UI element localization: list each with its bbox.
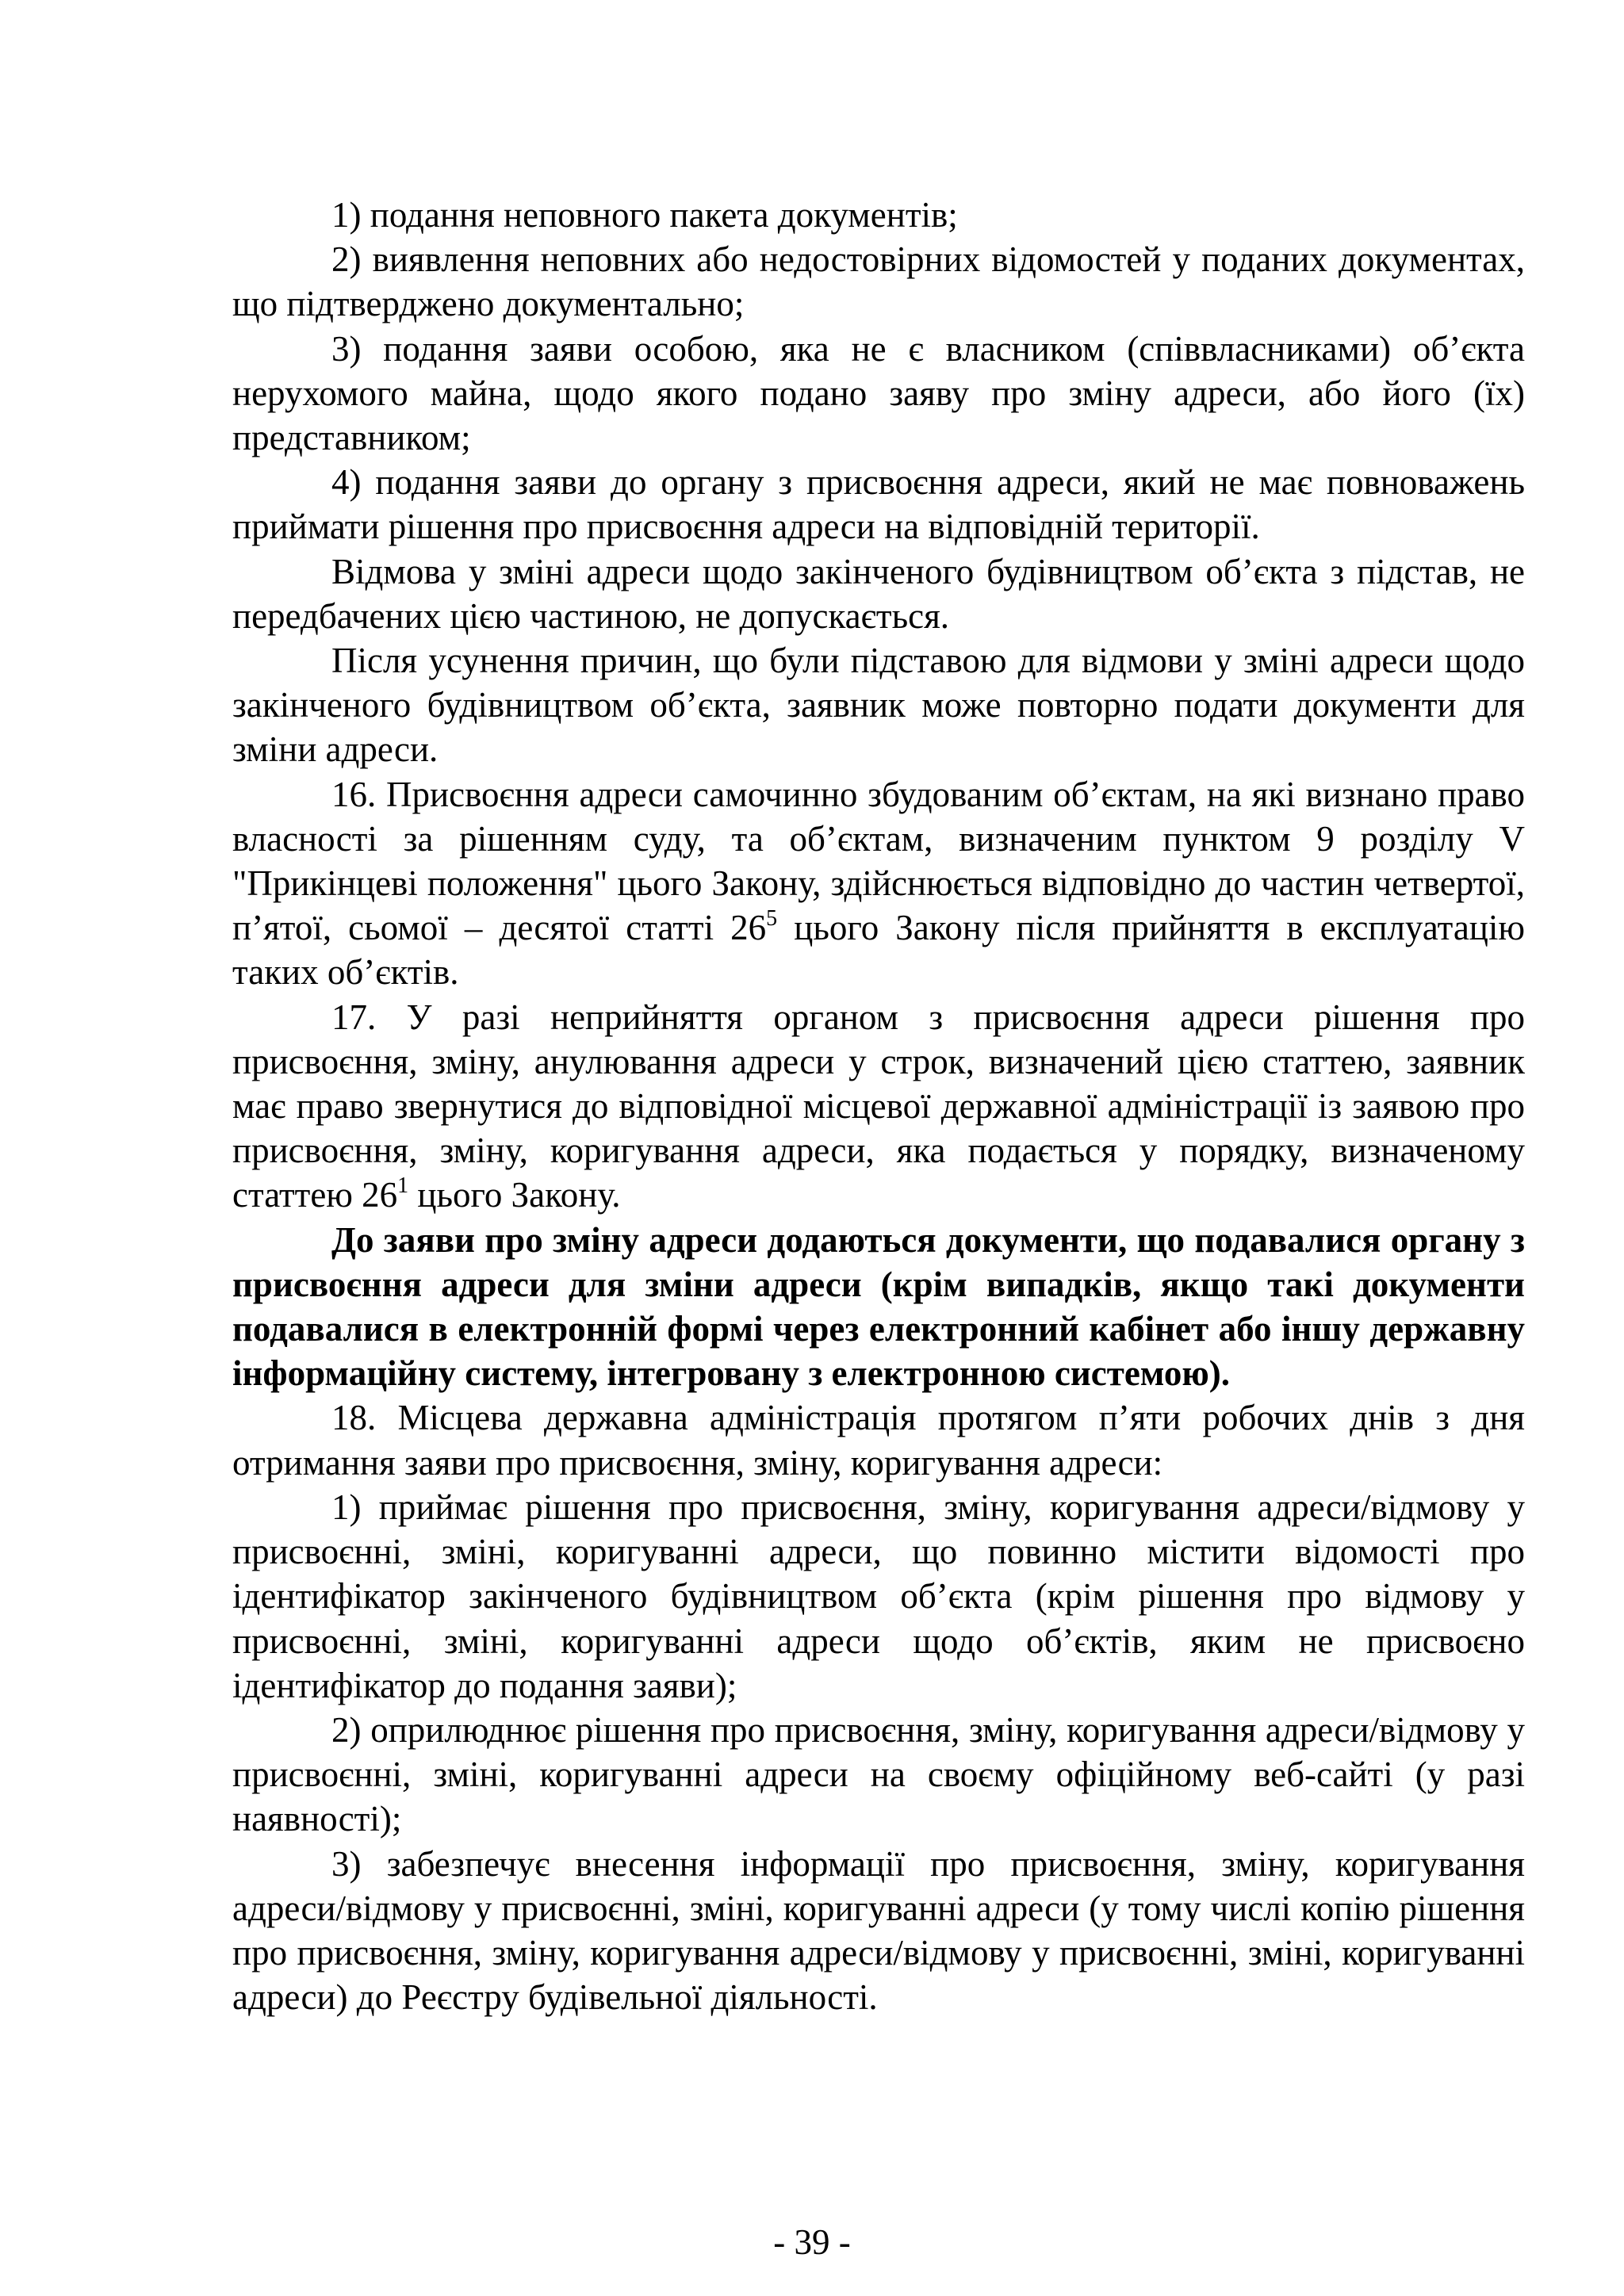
clause-17-text: 17. У разі неприйняття органом з присвоєння адреси рішення про присвоєння, зміну, анулювання адреси у строк, визначений цією статтею, заявник має право звернутися до відповідної місцевої державної адміністрації із заявою про присвоєння, зміну, коригування адреси, яка подається у порядку, визначеному статтею 26 (232, 997, 1525, 1215)
clause-18-item-3: 3) забезпечує внесення інформації про присвоєння, зміну, коригування адреси/відмову у присвоєнні, зміні, коригуванні адреси (у тому числі копію рішення про присвоєння, зміну, коригування адреси/відмову у присвоєнні, зміні, коригуванні адреси) до Реєстру будівельної діяльності. (232, 1843, 1525, 2018)
clause-16-text: 16. Присвоєння адреси самочинно збудованим об’єктам, на які визнано право власності за рішенням суду, та об’єктам, визначеним пунктом 9 розділу V "Прикінцеві положення" цього Закону, здійснюється відповідно до частин четвертої, п’ятої, сьомої – десятої статті 26 (232, 774, 1525, 948)
list-item-3: 3) подання заяви особою, яка не є власником (співвласниками) об’єкта нерухомого майна, щодо якого подано заяву про зміну адреси, або його (їх) представником; (232, 328, 1525, 458)
clause-18-item-1: 1) приймає рішення про присвоєння, зміну, коригування адреси/відмову у присвоєнні, зміні, коригуванні адреси, що повинно містити відомості про ідентифікатор закінченого будівництвом об’єкта (крім рішення про відмову у присвоєнні, зміні, коригуванні адреси щодо об’єктів, яким не присвоєно ідентифікатор до подання заяви); (232, 1487, 1525, 1705)
clause-17 (232, 995, 1525, 1218)
list-item-1: 1) подання неповного пакета документів; (331, 195, 958, 235)
clause-17-text-end: цього Закону. (408, 1175, 621, 1215)
clause-16-superscript: 5 (766, 906, 778, 932)
paragraph-refusal: Відмова у зміні адреси щодо закінченого будівництвом об’єкта з підстав, не передбачених цією частиною, не допускається. (232, 551, 1525, 636)
list-item-4: 4) подання заяви до органу з присвоєння адреси, який не має повноважень приймати рішення про присвоєння адреси на відповідній території. (232, 462, 1525, 547)
clause-18-item-2: 2) оприлюднює рішення про присвоєння, зміну, коригування адреси/відмову у присвоєнні, зміні, коригуванні адреси на своєму офіційному веб-сайті (у разі наявності); (232, 1709, 1525, 1839)
list-item-2: 2) виявлення неповних або недостовірних відомостей у поданих документах, що підтверджено документально; (232, 239, 1525, 324)
clause-16-text-end: цього Закону після прийняття в експлуатацію таких об’єктів. (232, 908, 1526, 993)
document-body (232, 193, 1525, 2019)
clause-18: 18. Місцева державна адміністрація протягом п’яти робочих днів з дня отримання заяви про присвоєння, зміну, коригування адреси: (232, 1398, 1525, 1483)
clause-16 (232, 772, 1525, 995)
page-number: - 39 - (773, 2222, 851, 2262)
paragraph-resubmission: Після усунення причин, що були підставою для відмови у зміні адреси щодо закінченого будівництвом об’єкта, заявник може повторно подати документи для зміни адреси. (232, 641, 1525, 770)
bold-amendment-paragraph: До заяви про зміну адреси додаються документи, що подавалися органу з присвоєння адреси для зміни адреси (крім випадків, якщо такі документи подавалися в електронній формі через електронний кабінет або іншу державну інформаційну систему, інтегровану з електронною системою). (232, 1219, 1525, 1394)
clause-17-superscript: 1 (397, 1173, 409, 1199)
